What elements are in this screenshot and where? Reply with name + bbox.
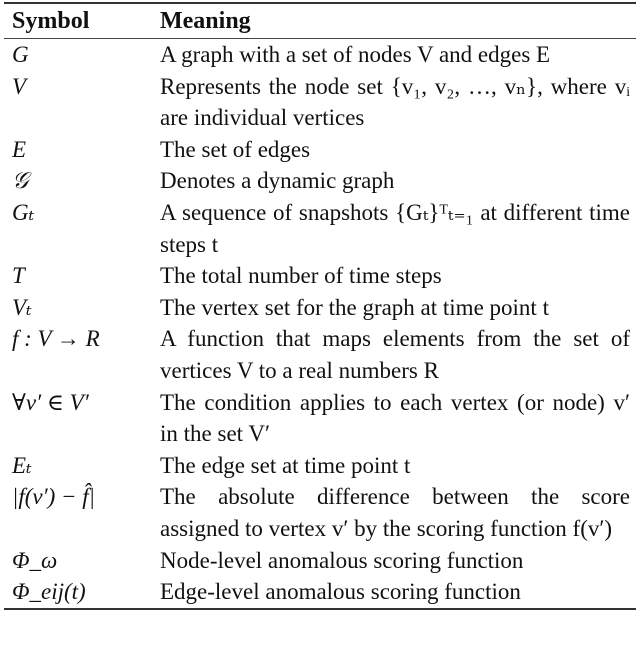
meaning-cell: A sequence of snapshots {Gₜ}ᵀₜ₌₁ at different time steps t (160, 199, 630, 257)
symbol-cell: f : V → R (12, 326, 100, 352)
table-row (4, 260, 636, 292)
meaning-cell: Node-level anomalous scoring function (160, 547, 524, 573)
table-row (4, 197, 636, 260)
meaning-cell: The condition applies to each vertex (or node) v′ in the set V′ (160, 389, 630, 447)
symbol-cell: Vₜ (12, 294, 32, 320)
meaning-cell: Represents the node set {v₁, v₂, …, vₙ}, where vᵢ are individual vertices (160, 73, 630, 131)
meaning-cell: A function that maps elements from the set of vertices V to a real numbers R (160, 326, 630, 383)
meaning-cell: The edge set at time point t (160, 452, 411, 478)
symbol-cell: Φ_ω (12, 547, 58, 573)
symbol-cell: E (12, 136, 27, 162)
meaning-cell: A graph with a set of nodes V and edges E (160, 42, 551, 67)
symbol-cell: Eₜ (12, 452, 32, 478)
meaning-cell: Edge-level anomalous scoring function (160, 579, 521, 605)
table-row (4, 71, 636, 134)
table-row (4, 545, 636, 577)
symbol-cell: 𝒢 (12, 168, 29, 194)
table-row (4, 165, 636, 197)
table-row (4, 387, 636, 450)
symbol-cell: V (12, 73, 27, 99)
header-symbol: Symbol (12, 8, 90, 34)
meaning-cell: The absolute difference between the score assigned to vertex v′ by the scoring function f(v′) (160, 484, 630, 541)
meaning-cell: Denotes a dynamic graph (160, 168, 395, 194)
symbol-cell: G (12, 42, 29, 67)
notation-table (4, 2, 636, 610)
table-row (4, 292, 636, 324)
symbol-cell: Φ_eij(t) (12, 579, 86, 605)
symbol-cell: T (12, 263, 25, 289)
table-row (4, 450, 636, 482)
table-row (4, 39, 636, 71)
header-meaning: Meaning (160, 8, 251, 34)
table-body (4, 39, 636, 608)
table-row (4, 134, 636, 166)
symbol-cell: Gₜ (12, 199, 35, 225)
table-row (4, 323, 636, 386)
table-header (4, 4, 636, 39)
symbol-cell: ∀v′ ∈ V′ (12, 389, 89, 415)
meaning-cell: The total number of time steps (160, 263, 442, 289)
table-row (4, 481, 636, 544)
meaning-cell: The set of edges (160, 136, 311, 162)
table-row (4, 576, 636, 608)
symbol-cell: |f(v′) − f̂| (12, 484, 96, 510)
meaning-cell: The vertex set for the graph at time point t (160, 294, 549, 320)
